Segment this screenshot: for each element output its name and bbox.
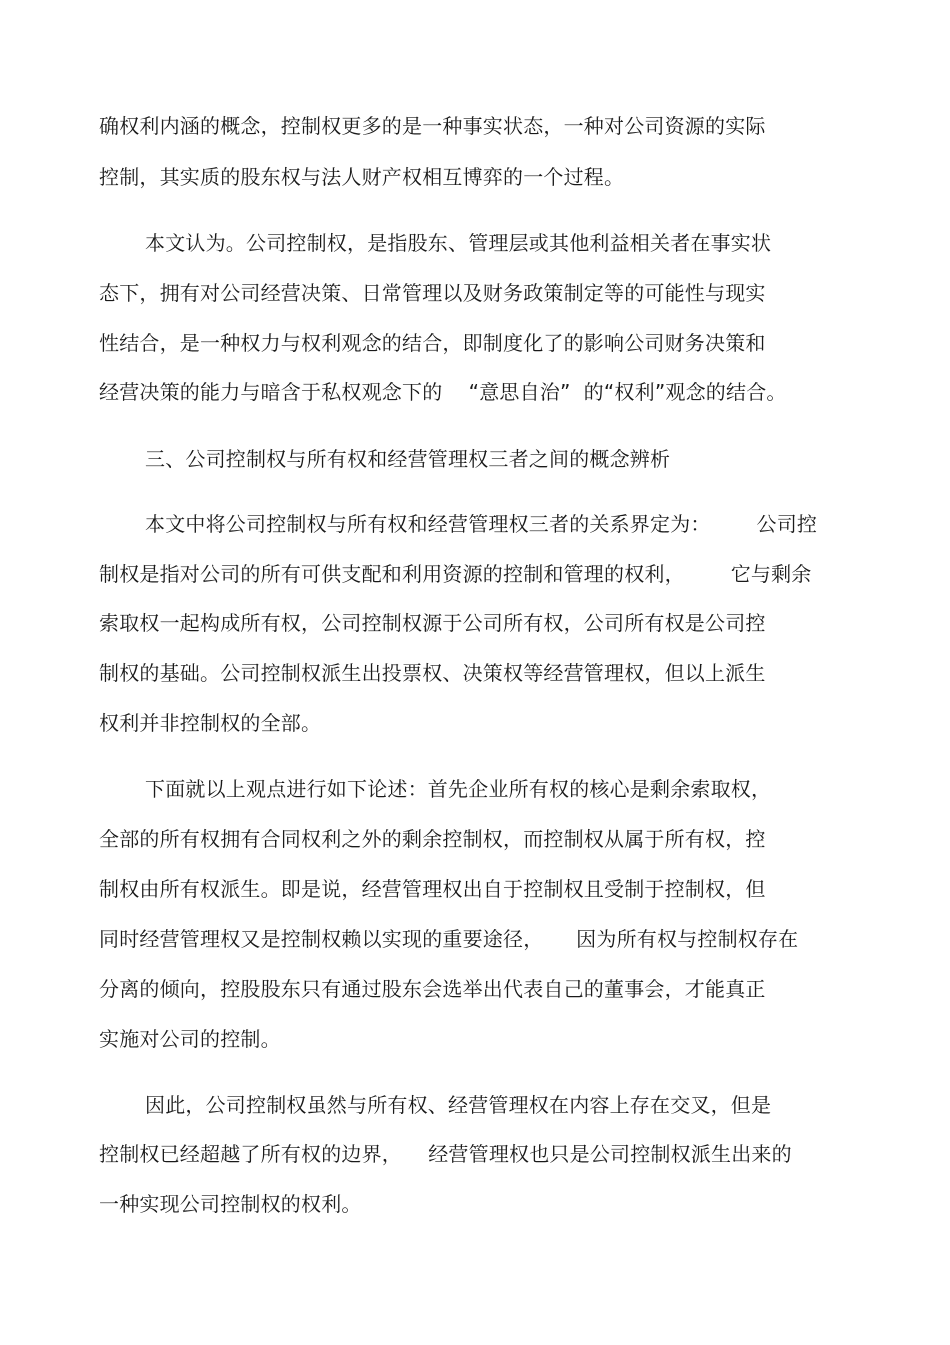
text-line: 本文认为。公司控制权，是指股东、管理层或其他利益相关者在事实状: [145, 231, 772, 255]
text-line: 一种实现公司控制权的权利。: [99, 1192, 362, 1216]
text-line: 本文中将公司控制权与所有权和经营管理权三者的关系界定为： 公司控: [145, 512, 818, 536]
text-line: 制权的基础。公司控制权派生出投票权、决策权等经营管理权，但以上派生: [99, 661, 766, 685]
text-line: 因此，公司控制权虽然与所有权、经营管理权在内容上存在交叉，但是: [145, 1093, 772, 1117]
text-line: 态下，拥有对公司经营决策、日常管理以及财务政策制定等的可能性与现实: [99, 281, 766, 305]
text-line: 控制权已经超越了所有权的边界， 经营管理权也只是公司控制权派生出来的: [99, 1142, 792, 1166]
text-line: 实施对公司的控制。: [99, 1027, 281, 1051]
text-line: 性结合，是一种权力与权利观念的结合，即制度化了的影响公司财务决策和: [99, 331, 766, 355]
text-line: 制权是指对公司的所有可供支配和利用资源的控制和管理的权利， 它与剩余: [99, 562, 812, 586]
section-heading: 三、公司控制权与所有权和经营管理权三者之间的概念辨析: [145, 447, 671, 471]
text-line: 分离的倾向，控股股东只有通过股东会选举出代表自己的董事会，才能真正: [99, 977, 766, 1001]
text-line: 经营决策的能力与暗含于私权观念下的 “意思自治” 的“权利”观念的结合。: [99, 380, 787, 404]
text-line: 权利并非控制权的全部。: [99, 711, 322, 735]
text-line: 全部的所有权拥有合同权利之外的剩余控制权，而控制权从属于所有权，控: [99, 827, 766, 851]
text-line: 制权由所有权派生。即是说，经营管理权出自于控制权且受制于控制权，但: [99, 877, 766, 901]
text-line: 控制，其实质的股东权与法人财产权相互博弈的一个过程。: [99, 165, 625, 189]
text-line: 索取权一起构成所有权，公司控制权源于公司所有权，公司所有权是公司控: [99, 611, 766, 635]
text-line: 下面就以上观点进行如下论述：首先企业所有权的核心是剩余索取权，: [145, 777, 772, 801]
text-line: 同时经营管理权又是控制权赖以实现的重要途径， 因为所有权与控制权存在: [99, 927, 799, 951]
text-line: 确权利内涵的概念，控制权更多的是一种事实状态，一种对公司资源的实际: [99, 114, 766, 138]
